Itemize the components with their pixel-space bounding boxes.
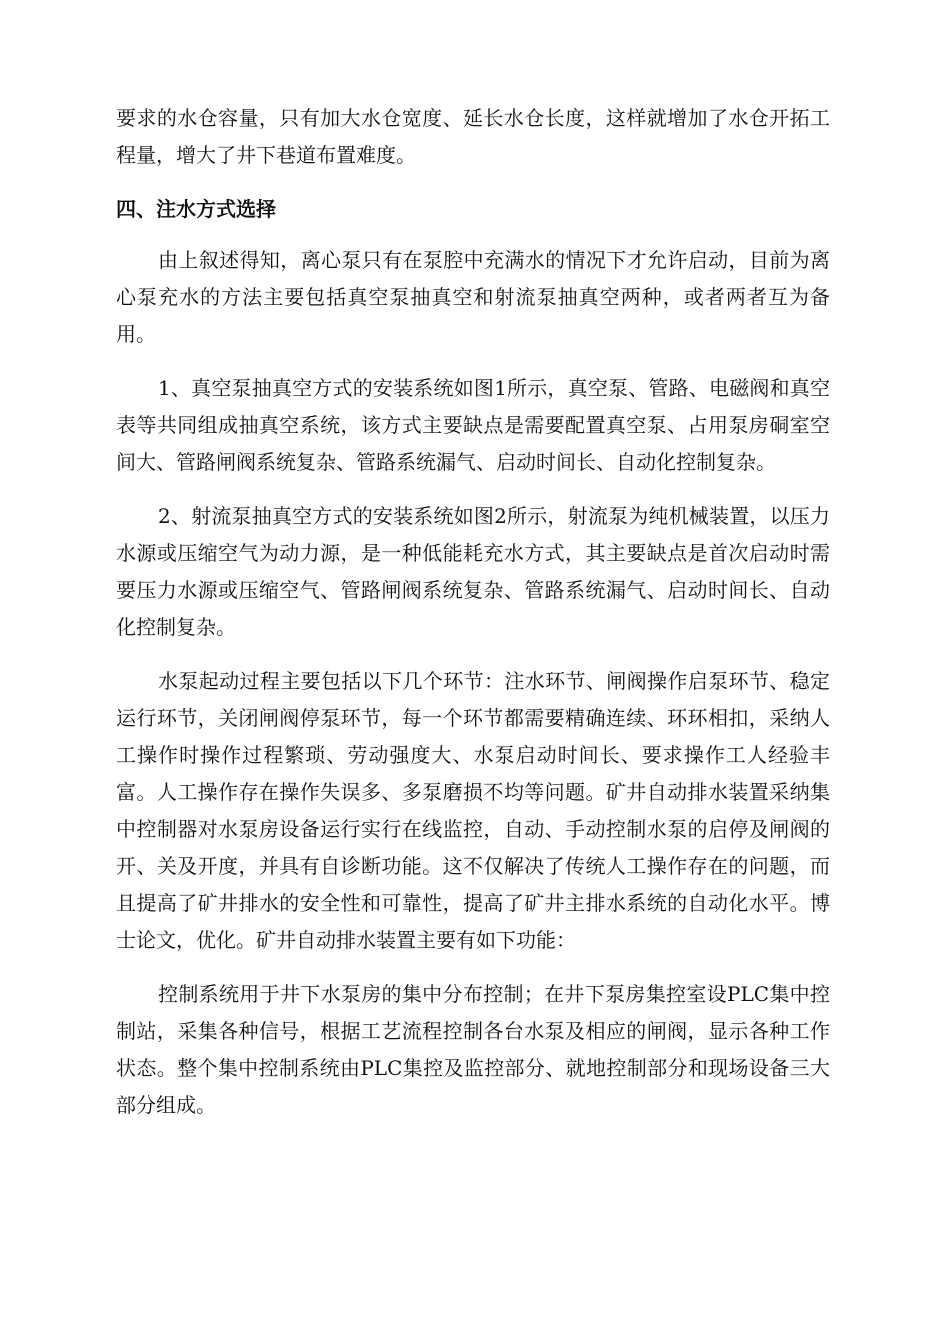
paragraph-jet-pump: 2、射流泵抽真空方式的安装系统如图2所示，射流泵为纯机械装置，以压力水源或压缩空气为动力源，是一种低能耗充水方式，其主要缺点是首次启动时需要压力水源或压缩空气、管路闸阀系统复杂、管路系统漏气、启动时间长、自动化控制复杂。 [116, 504, 830, 639]
section-heading: 四、注水方式选择 [116, 197, 276, 221]
paragraph-vacuum-pump: 1、真空泵抽真空方式的安装系统如图1所示，真空泵、管路、电磁阀和真空表等共同组成抽真空系统，该方式主要缺点是需要配置真空泵、占用泵房硐室空间大、管路闸阀系统复杂、管路系统漏气、启动时间长、自动化控制复杂。 [116, 376, 830, 474]
paragraph-startup-process: 水泵起动过程主要包括以下几个环节：注水环节、闸阀操作启泵环节、稳定运行环节，关闭闸阀停泵环节，每一个环节都需要精确连续、环环相扣，采纳人工操作时操作过程繁琐、劳动强度大、水泵启动时间长、要求操作工人经验丰富。人工操作存在操作失误多、多泵磨损不均等问题。矿井自动排水装置采纳集中控制器对水泵房设备运行实行在线监控，自动、手动控制水泵的启停及闸阀的开、关及开度，并具有自诊断功能。这不仅解决了传统人工操作存在的问题，而且提高了矿井排水的安全性和可靠性，提高了矿井主排水系统的自动化水平。博士论文，优化。矿井自动排水装置主要有如下功能： [116, 669, 830, 952]
intro-paragraph: 要求的水仓容量，只有加大水仓宽度、延长水仓长度，这样就增加了水仓开拓工程量，增大了井下巷道布置难度。 [116, 106, 830, 167]
paragraph-control-system: 控制系统用于井下水泵房的集中分布控制；在井下泵房集控室设PLC集中控制站，采集各种信号，根据工艺流程控制各台水泵及相应的闸阀，显示各种工作状态。整个集中控制系统由PLC集控及监控部分、就地控制部分和现场设备三大部分组成。 [116, 982, 830, 1117]
paragraph-priming-methods: 由上叙述得知，离心泵只有在泵腔中充满水的情况下才允许启动，目前为离心泵充水的方法主要包括真空泵抽真空和射流泵抽真空两种，或者两者互为备用。 [116, 248, 830, 346]
document-page [116, 100, 830, 1141]
